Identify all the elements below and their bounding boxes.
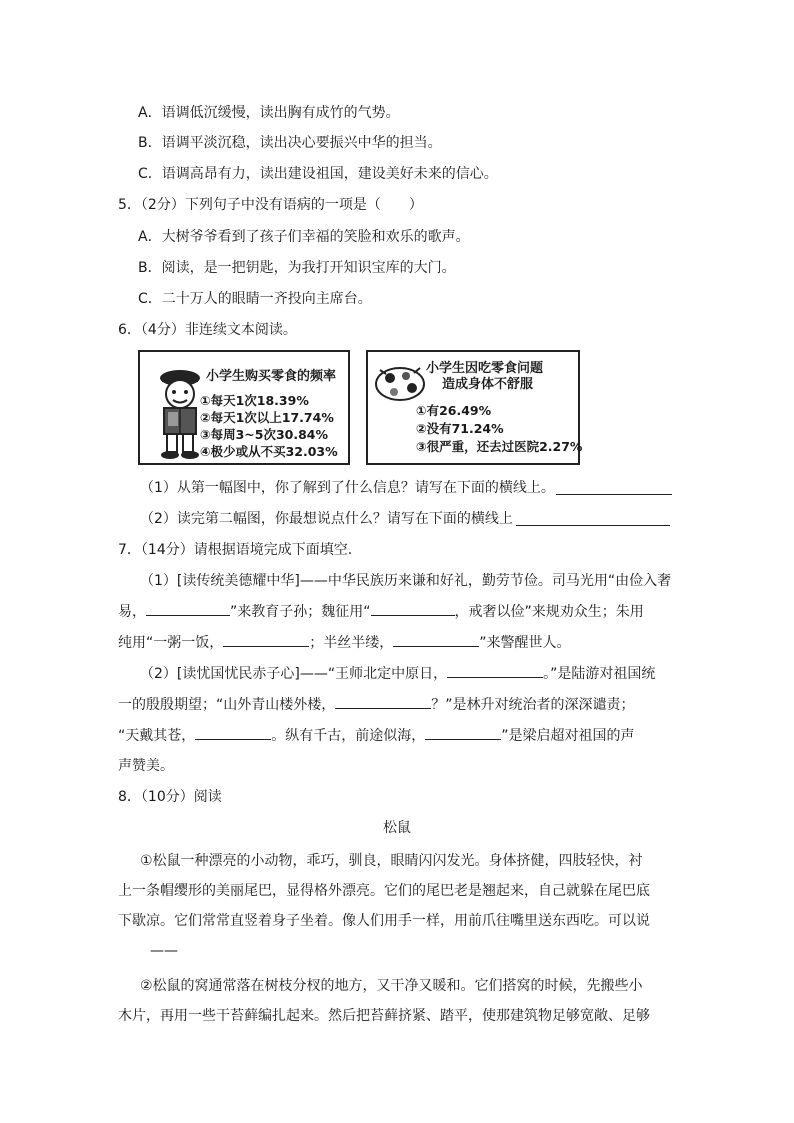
q7-stem: 7．（14分）请根据语境完成下面填空. xyxy=(118,542,353,558)
figure1-item-3: ③每周3~5次30.84% xyxy=(200,427,329,442)
q5-option-a: A．大树爷爷看到了孩子们幸福的笑脸和欢乐的歌声。 xyxy=(138,229,470,245)
q8-stem: 8．（10分）阅读 xyxy=(118,789,222,805)
q6-sub2-line xyxy=(140,509,513,529)
q4-option-a: A．语调低沉缓慢，读出胸有成竹的气势。 xyxy=(138,105,400,121)
passage-p1-line4: —— xyxy=(150,943,178,959)
q6-stem: 6．（4分）非连续文本阅读。 xyxy=(118,322,297,338)
passage-p2-line1: ②松鼠的窝通常落在树枝分杈的地方，又干净又暖和。它们搭窝的时候，先搬些小 xyxy=(140,978,643,994)
q7-p2-line1 xyxy=(140,663,655,684)
q5-stem: 5．（2分）下列句子中没有语病的一项是（ ） xyxy=(118,197,423,213)
passage-p1-line1: ①松鼠一种漂亮的小动物，乖巧，驯良，眼睛闪闪发光。身体挤健，四肢轻快，衬 xyxy=(140,853,643,869)
q7-blank-2[interactable] xyxy=(371,601,455,616)
passage-p2-line2: 木片，再用一些干苔藓编扎起来。然后把苔藓挤紧、踏平，使那建筑物足够宽敞、足够 xyxy=(118,1008,650,1024)
q7-p2-line3-text-a: “天戴其苍， xyxy=(118,728,196,744)
q7-p1-line3-text-b: ；半丝半缕， xyxy=(309,635,394,651)
q6-sub2-answer-blank[interactable] xyxy=(516,511,670,526)
q7-p1-line3-text-a: 纯用“一粥一饭， xyxy=(118,635,224,651)
q6-sub1-answer-blank[interactable] xyxy=(556,480,672,495)
q7-p1-line2 xyxy=(118,601,644,622)
q7-p2-line3-text-b: 。纵有千古，前途似海， xyxy=(271,728,426,744)
q7-blank-6[interactable] xyxy=(335,694,431,709)
figure2-item-2: ②没有71.24% xyxy=(416,421,504,436)
passage-title: 松鼠 xyxy=(383,820,411,836)
q7-blank-5[interactable] xyxy=(447,663,543,678)
figure2-item-3: ③很严重，还去过医院2.27% xyxy=(416,439,583,454)
q6-sub1-text: （1）从第一幅图中，你了解到了什么信息？请写在下面的横线上。 xyxy=(140,480,555,496)
q5-option-c: C．二十万人的眼睛一齐投向主席台。 xyxy=(138,291,372,307)
figure1-item-2: ②每天1次以上17.74% xyxy=(200,410,334,425)
q7-p1-line3 xyxy=(118,632,571,653)
q7-p1-line2-text-c: ，戒奢以俭”来规劝众生；朱用 xyxy=(454,604,644,620)
figure2-title-line1: 小学生因吃零食问题 xyxy=(426,361,544,376)
q7-blank-4[interactable] xyxy=(393,632,479,647)
q7-p1-line3-text-c: ”来警醒世人。 xyxy=(479,635,571,651)
snack-cartoon-icon xyxy=(372,362,428,406)
figure2-title-line2: 造成身体不舒服 xyxy=(442,377,534,392)
q7-p2-line2 xyxy=(118,694,635,715)
q7-blank-7[interactable] xyxy=(195,725,271,740)
figure1-item-1: ①每天1次18.39% xyxy=(200,393,309,408)
q6-sub1-line xyxy=(140,478,555,498)
q5-option-b: B．阅读，是一把钥匙，为我打开知识宝库的大门。 xyxy=(138,260,456,276)
figure1-item-4: ④极少或从不买32.03% xyxy=(200,444,338,459)
q7-blank-1[interactable] xyxy=(146,601,230,616)
snack-frequency-figure xyxy=(138,350,350,465)
passage-p1-line2: 上一条帽缨形的美丽尾巴，显得格外漂亮。它们的尾巴老是翘起来，自己就躲在尾巴底 xyxy=(118,883,650,899)
passage-p1-line3: 下歇凉。它们常常直竖着身子坐着。像人们用手一样，用前爪往嘴里送东西吃。可以说 xyxy=(118,913,650,929)
figure1-title: 小学生购买零食的频率 xyxy=(206,369,337,384)
q7-p1-line2-text-b: ”来教育子孙；魏征用“ xyxy=(230,604,371,620)
q7-p1-line1: （1）[读传统美德耀中华]——中华民族历来谦和好礼，勤劳节俭。司马光用“由俭入奢 xyxy=(140,573,672,589)
q7-p2-line3 xyxy=(118,725,635,746)
q7-p2-line3-text-c: ”是梁启超对祖国的声 xyxy=(501,728,635,744)
q7-p2-line1-text-b: 。”是陆游对祖国统 xyxy=(543,666,656,682)
q7-p2-line1-text-a: （2）[读忧国忧民赤子心]——“王师北定中原日， xyxy=(140,666,448,682)
q7-p2-line4: 声赞美。 xyxy=(118,758,174,774)
q7-blank-3[interactable] xyxy=(223,632,309,647)
figure2-item-1: ①有26.49% xyxy=(416,403,492,418)
snack-discomfort-figure xyxy=(366,350,583,465)
q7-p2-line2-text-b: ？”是林升对统治者的深深谴责； xyxy=(431,697,635,713)
q4-option-c: C．语调高昂有力，读出建设祖国，建设美好未来的信心。 xyxy=(138,166,498,182)
q4-option-b: B．语调平淡沉稳，读出决心要振兴中华的担当。 xyxy=(138,135,442,151)
q7-p2-line2-text-a: 一的殷殷期望；“山外青山楼外楼， xyxy=(118,697,336,713)
q7-p1-line2-text-a: 易， xyxy=(118,604,146,620)
q6-sub2-text: （2）读完第二幅图，你最想说点什么？请写在下面的横线上 xyxy=(140,511,513,527)
q7-blank-8[interactable] xyxy=(425,725,501,740)
